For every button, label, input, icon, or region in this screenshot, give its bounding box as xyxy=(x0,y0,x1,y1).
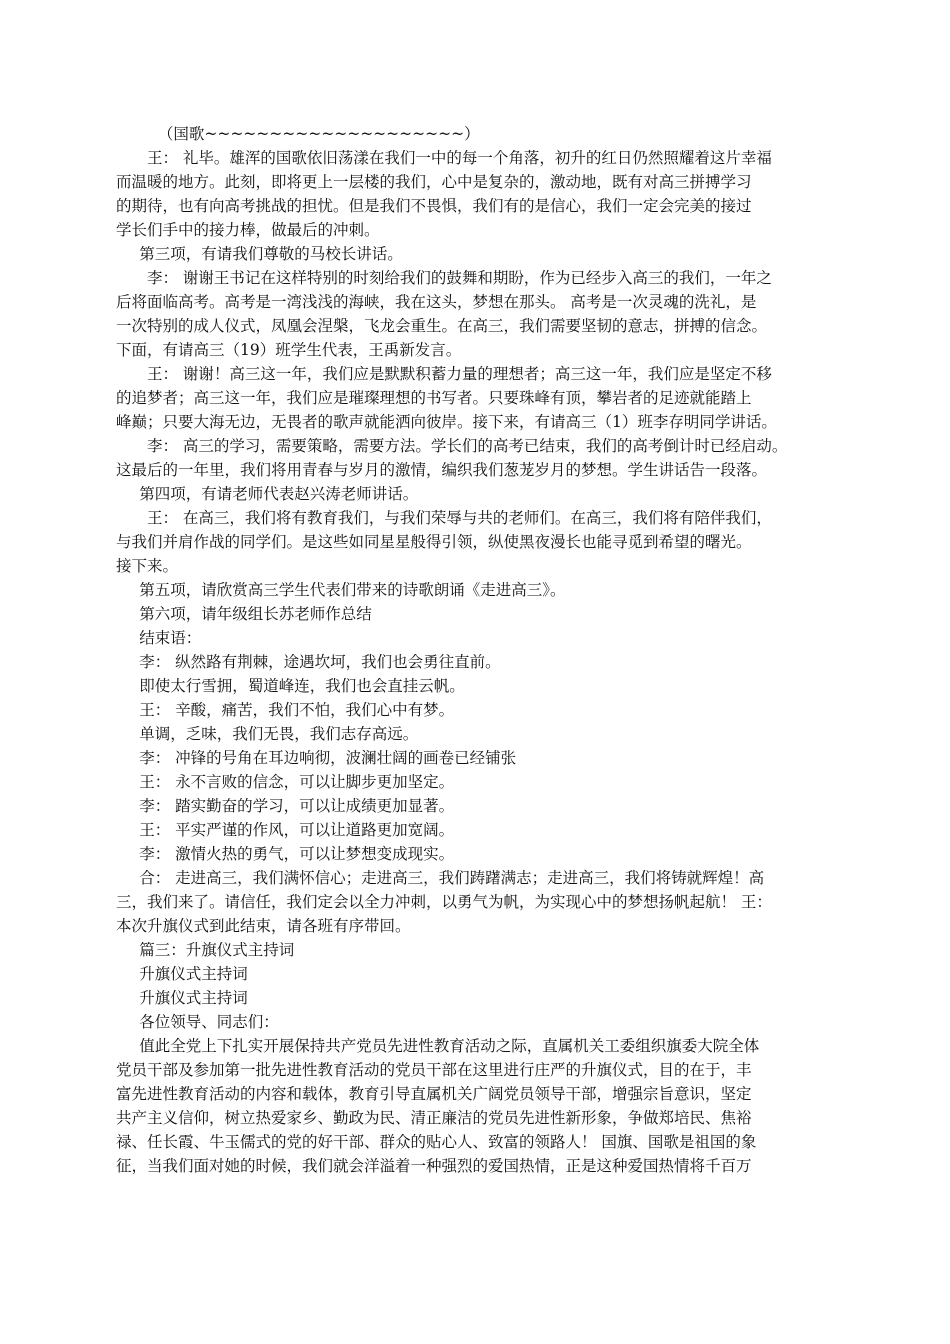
text-line: 李： 纵然路有荆棘，途遇坎坷，我们也会勇往直前。 xyxy=(139,653,501,671)
text-line: 共产主义信仰，树立热爱家乡、勤政为民、清正廉洁的党员先进性新形象，争做郑培民、焦裕 xyxy=(116,1109,752,1127)
text-line: 篇三：升旗仪式主持词 xyxy=(139,941,295,959)
text-line: 党员干部及参加第一批先进性教育活动的党员干部在这里进行庄严的升旗仪式，目的在于，丰 xyxy=(116,1061,752,1079)
paragraph-wang-teachers xyxy=(116,506,828,578)
text-line: 单调，乏味，我们无畏，我们志存高远。 xyxy=(139,725,419,743)
text-line: 的期待，也有向高考挑战的担忧。但是我们不畏惧，我们有的是信心，我们一定会完美的接过 xyxy=(116,197,752,215)
text-line: 李： 冲锋的号角在耳边响彻，波澜壮阔的画卷已经铺张 xyxy=(139,749,517,767)
text-line: 征，当我们面对她的时候，我们就会洋溢着一种强烈的爱国热情，正是这种爱国热情将千百万 xyxy=(116,1157,752,1175)
paragraph-section-title xyxy=(116,938,828,962)
paragraph-subtitle xyxy=(116,962,828,986)
text-line: 王： 永不言败的信念，可以让脚步更加坚定。 xyxy=(139,773,455,791)
paragraph-closing-line xyxy=(116,650,828,674)
text-line: 李： 踏实勤奋的学习，可以让成绩更加显著。 xyxy=(139,797,455,815)
text-line: 王： 在高三，我们将有教育我们，与我们荣辱与共的老师们。在高三，我们将有陪伴我们， xyxy=(147,509,772,527)
text-line: 而温暖的地方。此刻，即将更上一层楼的我们，心中是复杂的，激动地，既有对高三拼搏学习 xyxy=(116,173,752,191)
paragraph-closing-line xyxy=(116,746,828,770)
text-line: 禄、任长霞、牛玉儒式的党的好干部、群众的贴心人、致富的领路人！ 国旗、国歌是祖国的象 xyxy=(116,1133,757,1151)
text-line: 第五项，请欣赏高三学生代表们带来的诗歌朗诵《走进高三》。 xyxy=(139,581,566,599)
paragraph-item-five xyxy=(116,578,828,602)
text-line: 富先进性教育活动的内容和载体，教育引导直属机关广阔党员领导干部，增强宗旨意识，坚定 xyxy=(116,1085,752,1103)
paragraph-closing-line xyxy=(116,698,828,722)
paragraph-closing-line xyxy=(116,818,828,842)
text-line: 合： 走进高三，我们满怀信心；走进高三，我们踌躇满志；走进高三，我们将铸就辉煌！高 xyxy=(139,869,765,887)
paragraph-anthem-note xyxy=(116,122,828,146)
text-line: 三，我们来了。请信任，我们定会以全力冲刺，以勇气为帆，为实现心中的梦想扬帆起航！ 王： xyxy=(116,893,772,911)
text-line: 即使太行雪拥，蜀道峰连，我们也会直挂云帆。 xyxy=(139,677,465,695)
text-line: 升旗仪式主持词 xyxy=(139,989,248,1007)
paragraph-speech-body xyxy=(116,1034,828,1178)
text-line: 李： 谢谢王书记在这样特别的时刻给我们的鼓舞和期盼，作为已经步入高三的我们，一年之 xyxy=(147,269,772,287)
text-line: （国歌~~~~~~~~~~~~~~~~~~~~） xyxy=(157,125,480,143)
text-line: 王： 辛酸，痛苦，我们不怕，我们心中有梦。 xyxy=(139,701,455,719)
paragraph-wang-thanks xyxy=(116,362,828,434)
text-line: 升旗仪式主持词 xyxy=(139,965,248,983)
paragraph-together xyxy=(116,866,828,938)
paragraph-wang-salute xyxy=(116,146,828,242)
text-line: 值此全党上下扎实开展保持共产党员先进性教育活动之际，直属机关工委组织旗委大院全体 xyxy=(139,1037,760,1055)
paragraph-closing-line xyxy=(116,674,828,698)
text-line: 接下来。 xyxy=(116,557,179,575)
paragraph-item-six xyxy=(116,602,828,626)
text-line: 与我们并肩作战的同学们。是这些如同星星般得引领，纵使黑夜漫长也能寻觅到希望的曙光。 xyxy=(116,533,752,551)
text-line: 的追梦者；高三这一年，我们应是璀璨理想的书写者。只要珠峰有顶，攀岩者的足迹就能踏上 xyxy=(116,389,752,407)
paragraph-closing-line xyxy=(116,842,828,866)
text-line: 结束语： xyxy=(139,629,202,647)
document-body xyxy=(116,122,828,1178)
paragraph-li-thanks xyxy=(116,266,828,362)
text-line: 各位领导、同志们： xyxy=(139,1013,279,1031)
text-line: 王： 平实严谨的作风，可以让道路更加宽阔。 xyxy=(139,821,455,839)
text-line: 后将面临高考。高考是一湾浅浅的海峡，我在这头，梦想在那头。 高考是一次灵魂的洗礼，是 xyxy=(116,293,757,311)
text-line: 李： 高三的学习，需要策略，需要方法。学长们的高考已结束，我们的高考倒计时已经启动。 xyxy=(147,437,788,455)
text-line: 下面，有请高三（19）班学生代表，王禹新发言。 xyxy=(116,341,462,359)
paragraph-closing-line xyxy=(116,722,828,746)
paragraph-item-four xyxy=(116,482,828,506)
paragraph-li-study xyxy=(116,434,828,482)
text-line: 第三项，有请我们尊敬的马校长讲话。 xyxy=(139,245,403,263)
paragraph-subtitle xyxy=(116,986,828,1010)
paragraph-item-three xyxy=(116,242,828,266)
text-line: 学长们手中的接力棒，做最后的冲刺。 xyxy=(116,221,380,239)
text-line: 一次特别的成人仪式，凤凰会涅槃，飞龙会重生。在高三，我们需要坚韧的意志，拼搏的信念。 xyxy=(116,317,768,335)
text-line: 第六项，请年级组长苏老师作总结 xyxy=(139,605,372,623)
text-line: 李： 激情火热的勇气，可以让梦想变成现实。 xyxy=(139,845,455,863)
paragraph-closing-line xyxy=(116,794,828,818)
text-line: 本次升旗仪式到此结束，请各班有序带回。 xyxy=(116,917,411,935)
text-line: 第四项，有请老师代表赵兴涛老师讲话。 xyxy=(139,485,419,503)
paragraph-salutation xyxy=(116,1010,828,1034)
text-line: 峰巅；只要大海无边，无畏者的歌声就能洒向彼岸。接下来，有请高三（1）班李存明同学讲话。 xyxy=(116,413,777,431)
text-line: 王： 礼毕。雄浑的国歌依旧荡漾在我们一中的每一个角落，初升的红日仍然照耀着这片幸福 xyxy=(147,149,772,167)
text-line: 这最后的一年里，我们将用青春与岁月的激情，编织我们葱茏岁月的梦想。学生讲话告一段落。 xyxy=(116,461,768,479)
text-line: 王： 谢谢！高三这一年，我们应是默默积蓄力量的理想者；高三这一年，我们应是坚定不移 xyxy=(147,365,772,383)
paragraph-closing-heading xyxy=(116,626,828,650)
paragraph-closing-line xyxy=(116,770,828,794)
